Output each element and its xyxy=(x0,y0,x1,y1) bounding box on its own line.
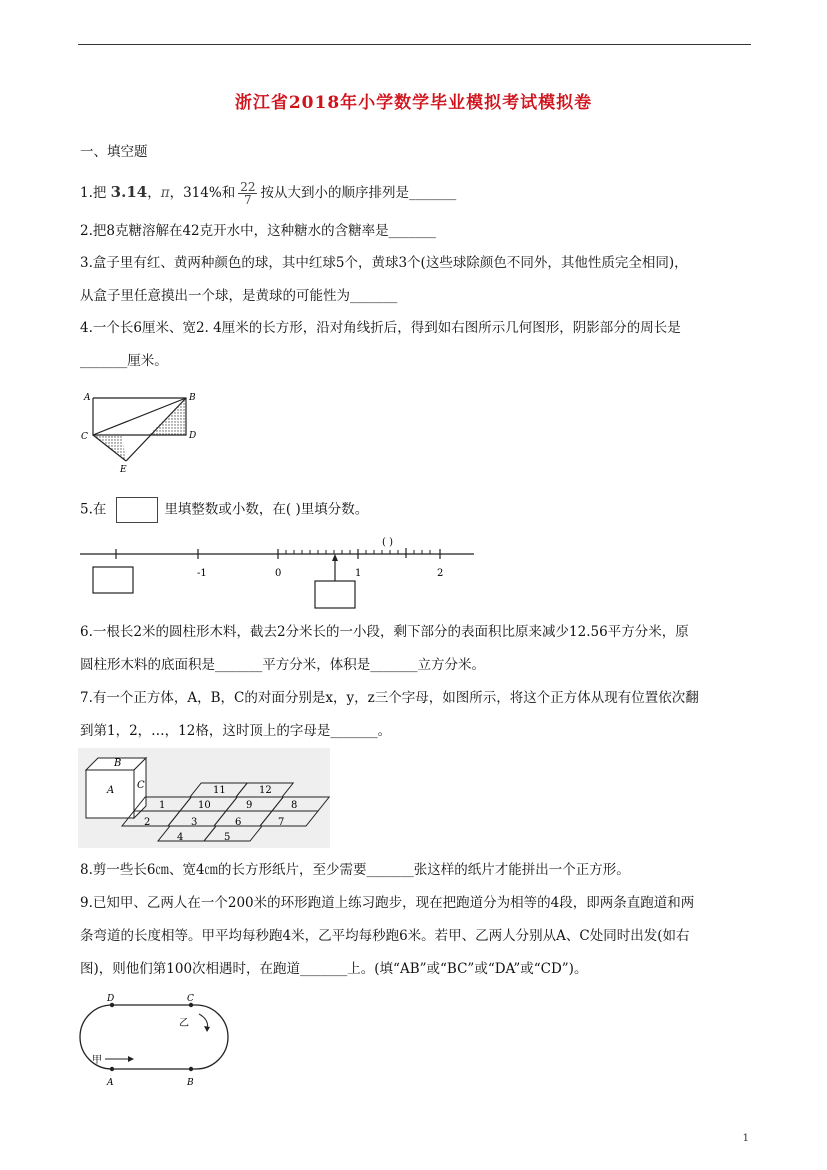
runner-yi-arrowhead xyxy=(204,1026,210,1032)
running-track-figure xyxy=(78,992,230,1088)
fraction-paren-blank: ( ) xyxy=(382,537,393,548)
cube-face-b: B xyxy=(114,758,122,769)
q1-prefix: 1.把 xyxy=(80,185,111,201)
label-d: D xyxy=(189,431,197,441)
answer-box-left xyxy=(93,567,133,593)
section-heading: 一、填空题 xyxy=(80,144,148,160)
pointer-arrow-head xyxy=(332,554,338,561)
header-rule xyxy=(78,44,751,45)
runner-yi: 乙 xyxy=(179,1018,189,1029)
tick-label-minus-1: -1 xyxy=(197,568,207,579)
question-7-line-2: 到第1，2，…，12格，这时顶上的字母是_______。 xyxy=(80,723,392,739)
label-b: B xyxy=(187,1078,194,1088)
question-6-line-1: 6.一根长2米的圆柱形木料，截去2分米长的一小段，剩下部分的表面积比原来减少12.56平方分米，原 xyxy=(80,624,689,640)
cell-8: 8 xyxy=(291,800,298,811)
q5-prefix: 5.在 xyxy=(80,501,107,518)
cell-9: 9 xyxy=(246,800,253,811)
question-1 xyxy=(80,181,456,206)
q1-fraction xyxy=(238,181,257,206)
answer-box xyxy=(116,497,158,523)
question-5 xyxy=(80,497,368,523)
cell-1: 1 xyxy=(159,800,166,811)
label-e: E xyxy=(120,465,127,475)
cell-11: 11 xyxy=(213,785,226,796)
folded-rectangle-figure xyxy=(78,388,208,476)
fraction-denominator: 7 xyxy=(244,193,252,207)
runner-jia: 甲 xyxy=(92,1055,102,1066)
cell-4: 4 xyxy=(177,832,184,843)
label-a: A xyxy=(107,1078,114,1088)
question-3-line-1: 3.盒子里有红、黄两种颜色的球，其中红球5个，黄球3个(这些球除颜色不同外，其他性质完全相同)， xyxy=(80,255,688,271)
cube-face-a: A xyxy=(107,785,115,796)
runner-jia-arrowhead xyxy=(128,1056,134,1062)
q5-suffix: 里填整数或小数，在( )里填分数。 xyxy=(164,501,369,518)
cube-grid-figure xyxy=(78,748,330,848)
cube-face-c: C xyxy=(137,780,145,791)
cell-3: 3 xyxy=(191,817,198,828)
q1-pi: π xyxy=(160,185,170,201)
cell-2: 2 xyxy=(144,817,151,828)
question-7-line-1: 7.有一个正方体，A，B，C的对面分别是x，y，z三个字母，如图所示，将这个正方体从现有位置依次翻 xyxy=(80,690,699,706)
question-3-line-2: 从盒子里任意摸出一个球，是黄球的可能性为_______ xyxy=(80,288,398,304)
tick-label-0: 0 xyxy=(275,568,282,579)
point-b-dot xyxy=(189,1067,193,1071)
page-title: 浙江省2018年小学数学毕业模拟考试模拟卷 xyxy=(234,93,593,113)
label-c: C xyxy=(187,994,194,1004)
question-4-line-1: 4.一个长6厘米、宽2. 4厘米的长方形，沿对角线折后，得到如右图所示几何图形，阴影部分的周长是 xyxy=(80,320,681,336)
label-d: D xyxy=(107,994,115,1004)
number-line-figure xyxy=(78,534,476,610)
question-8: 8.剪一些长6㎝、宽4㎝的长方形纸片，至少需要_______张这样的纸片才能拼出一个正方形。 xyxy=(80,862,630,878)
question-9-line-3: 图)，则他们第100次相遇时，在跑道_______上。(填“AB”或“BC”或“DA”或“CD”)。 xyxy=(80,961,588,977)
question-4-line-2: _______厘米。 xyxy=(80,353,168,369)
answer-box-bottom xyxy=(315,581,355,608)
page-number: 1 xyxy=(742,1133,749,1144)
label-b: B xyxy=(189,393,196,403)
tick-label-2: 2 xyxy=(437,568,444,579)
cell-7: 7 xyxy=(278,817,285,828)
cell-12: 12 xyxy=(259,785,272,796)
q1-sep1: ， xyxy=(147,185,161,201)
track-outline xyxy=(80,1005,228,1069)
cell-6: 6 xyxy=(235,817,242,828)
point-a-dot xyxy=(110,1067,114,1071)
q1-suffix: 按从大到小的顺序排列是_______ xyxy=(260,185,457,201)
label-a: A xyxy=(84,393,91,403)
question-2: 2.把8克糖溶解在42克开水中，这种糖水的含糖率是_______ xyxy=(80,223,436,239)
tick-label-1: 1 xyxy=(355,568,362,579)
label-c: C xyxy=(81,432,88,442)
q1-value-314: 3.14 xyxy=(110,183,148,201)
question-9-line-2: 条弯道的长度相等。甲平均每秒跑4米，乙平均每秒跑6米。若甲、乙两人分别从A、C处同时出发(如右 xyxy=(80,928,690,944)
fraction-numerator: 22 xyxy=(240,180,256,194)
cell-5: 5 xyxy=(224,832,231,843)
cell-10: 10 xyxy=(198,800,211,811)
question-6-line-2: 圆柱形木料的底面积是_______平方分米，体积是_______立方分米。 xyxy=(80,657,485,673)
question-9-line-1: 9.已知甲、乙两人在一个200米的环形跑道上练习跑步，现在把跑道分为相等的4段，即两条直跑道和两 xyxy=(80,895,695,911)
q1-sep2: ，314%和 xyxy=(169,185,236,201)
